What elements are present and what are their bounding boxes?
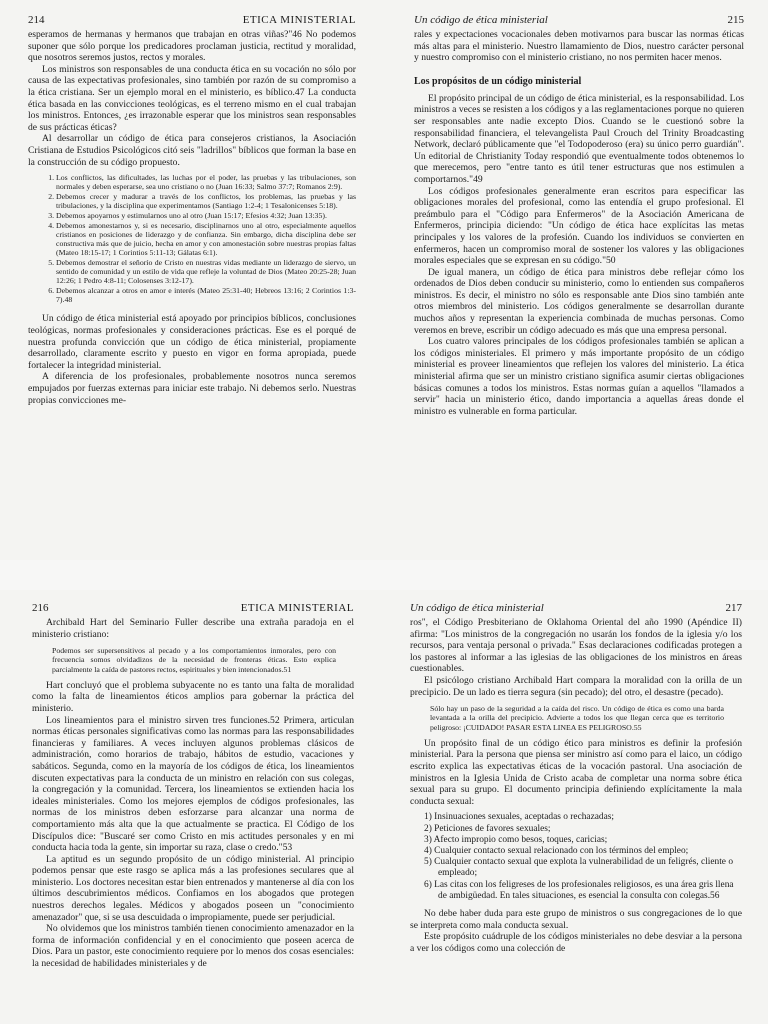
list-item: 3. Debemos apoyarnos y estimularnos uno al otro (Juan 15:17; Efesios 4:32; Juan 13:35). bbox=[56, 211, 356, 220]
page-number: 214 bbox=[28, 14, 45, 26]
paragraph: El propósito principal de un código de ética ministerial, es la responsabilidad. Los ministros a veces se resisten a los códigos y a las reglamentaciones porque no quieren ser responsables ante nadie excepto Dios. Cuando se le cuestionó sobre la responsabilidad financiera, el televangelista Paul Crouch del Trinity Broadcasting Network, declaró públicamente que "el Todopoderoso (era) su único perro guardián". Un editorial de Christianity Today respondió que eventualmente todos obtenemos lo que merecemos, pero "entre tanto es útil tener estructuras que nos estimulen a comportarnos."49 bbox=[414, 92, 744, 185]
page-header bbox=[414, 14, 744, 26]
numbered-list bbox=[28, 173, 356, 304]
running-head: Un código de ética ministerial bbox=[414, 14, 548, 26]
list-item: 6) Las citas con los feligreses de los profesionales religiosos, es una área gris llena de ambigüedad. En tales situaciones, es esencial la consulta con colegas.56 bbox=[424, 879, 734, 901]
paragraph: Archibald Hart del Seminario Fuller describe una extraña paradoja en el ministerio cristiano: bbox=[32, 617, 354, 640]
page-216 bbox=[0, 590, 384, 1024]
page-216-column bbox=[32, 602, 354, 970]
list-item: 6. Debemos alcanzar a otros en amor e interés (Mateo 25:31-40; Hebreos 13:16; 2 Corintios 1:3-7).48 bbox=[56, 286, 356, 304]
page-217-column bbox=[410, 602, 742, 954]
block-quote: Sólo hay un paso de la seguridad a la caída del risco. Un código de ética es como una barda levantada a la orilla del precipicio. Advierte a todos los que llegan cerca que es territorio peligroso: ¡CUIDADO! PASAR ESTA LINEA ES PELIGROSO.55 bbox=[430, 704, 724, 732]
page-gap bbox=[0, 560, 768, 590]
list-item: 2) Peticiones de favores sexuales; bbox=[424, 823, 551, 834]
list-item: 4. Debemos amonestarnos y, si es necesario, disciplinarnos uno al otro, especialmente aquellos cristianos en posiciones de liderazgo y de confianza. Sin embargo, dicha disciplina debe ser constructiva más que de juicio, hecha en amor y con amonestación sobre nuestras propias faltas (Mateo 18:15-17; 1 Corintios 5:11-13; Gálatas 6:1). bbox=[56, 221, 356, 258]
list-item: 5. Debemos demostrar el señorío de Cristo en nuestras vidas mediante un liderazgo de siervo, un sentido de comunidad y un estilo de vida que refleje la voluntad de Dios (Mateo 20:25-28; Juan 12:26; 1 Pedro 4:8-11; Colosenses 3:12-17). bbox=[56, 258, 356, 286]
list-item: 1) Insinuaciones sexuales, aceptadas o rechazadas; bbox=[424, 812, 615, 823]
paragraph: Los ministros son responsables de una conducta ética en su vocación no sólo por causa de las expectativas profesionales, sino también por razón de su compromiso a la ética cristiana. Ser un ejemplo moral en el ministerio, es bíblico.47 La conducta ética basada en las convicciones teológicas, es el terreno mismo en el cual trabajan los ministros. Entonces, ¿es irrazonable esperar que los ministros sean responsables de sus prácticas éticas? bbox=[28, 63, 356, 133]
block-quote: Podemos ser supersensitivos al pecado y a los comportamientos inmorales, pero con frecuencia somos olvidadizos de la necesidad de fronteras éticas. Esto explica parcialmente la caída de pastores rectos, espirituales y bien intencionados.51 bbox=[52, 646, 336, 674]
paragraph: La aptitud es un segundo propósito de un código ministerial. Al principio podemos pensar que este rasgo se aplica más a las profesiones seculares que al ministerio. Los doctores necesitan estar bien entrenados y mantenerse al día con los últimos descubrimientos médicos. Confiamos en los abogados que protegen nuestros derechos legales. Médicos y abogados poseen un "conocimiento amenazador" que, si se usa descuidada o impropiamente, puede ser perjudicial. bbox=[32, 853, 354, 923]
paragraph: Los cuatro valores principales de los códigos profesionales también se aplican a los códigos ministeriales. El primero y más importante propósito de un código ministerial es proveer lineamientos que reflejen los valores del ministerio. La ética ministerial afirma que ser un ministro cristiano significa asumir ciertas obligaciones básicas comunes a todos los ministros. Estas normas guían a aquellos "llamados a servir" hacia un ministerio ético, dando importancia a aquellas áreas donde el ministro es vulnerable en forma particular. bbox=[414, 336, 744, 417]
paragraph: Este propósito cuádruple de los códigos ministeriales no debe desviar a la persona a ver los códigos como una colección de bbox=[410, 931, 742, 954]
page-number: 217 bbox=[725, 602, 742, 614]
page-header bbox=[410, 602, 742, 614]
paragraph: De igual manera, un código de ética para ministros debe reflejar cómo los ordenados de Dios deben conducir su ministerio, como lo entienden sus compañeros ministros. Es decir, el ministro no sólo es responsable ante Dios sino también ante otros miembros del ministerio. Los códigos generalmente se desarrollan durante muchos años y representan la experiencia combinada de muchas personas. Como veremos en breve, escribir un código adecuado es más que una empresa personal. bbox=[414, 266, 744, 336]
page-header bbox=[32, 602, 354, 614]
page-header bbox=[28, 14, 356, 26]
list-item: 5) Cualquier contacto sexual que explota la vulnerabilidad de un feligrés, cliente o empleado; bbox=[424, 857, 734, 879]
paragraph: Un propósito final de un código ético para ministros es definir la profesión ministerial. Para la persona que piensa ser ministro así como para el laico, un código escrito explica las expectativas éticas de la vocación pastoral. Una asociación de ministros en la Iglesia Unida de Cristo acaba de completar una norma sobre ética sexual para su grupo. El documento principia definiendo explícitamente la mala conducta sexual: bbox=[410, 737, 742, 807]
paragraph: El psicólogo cristiano Archibald Hart compara la moralidad con la orilla de un precipicio. De un lado es tierra segura (sin pecado); del otro, el desastre (pecado). bbox=[410, 674, 742, 698]
paragraph: A diferencia de los profesionales, probablemente nosotros nunca seremos empujados por fuerzas externas para iniciar este trabajo. Ni debemos serlo. Nuestras propias convicciones me- bbox=[28, 371, 356, 406]
paragraph: esperamos de hermanas y hermanos que trabajan en otras viñas?"46 No podemos suponer que sólo porque los predicadores proclaman justicia, rectitud y moralidad, que nosotros seremos justos, rectos y morales. bbox=[28, 29, 356, 64]
page-214-column bbox=[28, 14, 356, 406]
list-item: 2. Debemos crecer y madurar a través de los conflictos, los problemas, las pruebas y las tribulaciones, y la disciplina que experimentamos (Santiago 1:2-4; 1 Tesalonicenses 5:18). bbox=[56, 192, 356, 210]
page-number: 215 bbox=[727, 14, 744, 26]
paragraph: No olvidemos que los ministros también tienen conocimiento amenazador en la forma de información confidencial y en el conocimiento que poseen acerca de Dios. Para un pastor, este conocimiento requiere por lo menos dos cosas esenciales: la necesidad de habilidades ministeriales y de bbox=[32, 923, 354, 970]
paragraph: rales y expectaciones vocacionales deben motivarnos para buscar las normas éticas más altas para el ministerio. Nuestro llamamiento de Dios, nuestro carácter personal y nuestro compromiso con el ministerio cristiano, no nos permiten hacer menos. bbox=[414, 29, 744, 64]
paragraph: Un código de ética ministerial está apoyado por principios bíblicos, conclusiones teológicas, normas profesionales y consideraciones prácticas. Ese es el porqué de nuestra profunda convicción que un código de ética ministerial, propiamente desarrollado, claramente escrito y puesto en vigor en forma apropiada, puede fortalecer la integridad ministerial. bbox=[28, 313, 356, 371]
page-number: 216 bbox=[32, 602, 49, 614]
page-217 bbox=[384, 590, 768, 1024]
running-head: ETICA MINISTERIAL bbox=[240, 602, 354, 614]
paragraph: ros", el Código Presbiteriano de Oklahoma Oriental del año 1990 (Apéndice II) afirma: "Los ministros de la congregación no usarán los fondos de la iglesia y/o los recursos, para ventaja personal o privada." Esas declaraciones codificadas protegen a los pastores al informar a las iglesias de las obligaciones de los ministros en áreas cuestionables. bbox=[410, 617, 742, 675]
running-head: Un código de ética ministerial bbox=[410, 602, 544, 614]
list-item: 3) Afecto impropio como besos, toques, caricias; bbox=[424, 834, 608, 845]
page-214 bbox=[0, 0, 384, 560]
page-215-column bbox=[414, 14, 744, 417]
numbered-list bbox=[410, 812, 742, 902]
list-item: 4) Cualquier contacto sexual relacionado con los términos del empleo; bbox=[424, 845, 689, 856]
paragraph: Los lineamientos para el ministro sirven tres funciones.52 Primera, articulan normas éticas personales significativas como las normas para las responsabilidades financieras y familiares. A veces incluyen algunos problemas clásicos de administración, como horarios de trabajo, hábitos de estudio, vacaciones y sabáticos. Segunda, como en la mayoría de los códigos de ética, los lineamientos discuten expectativas para la conducta de un ministro en relación con sus colegas, la congregación y la comunidad. Tercera, los lineamientos se extienden hacia los ideales ministeriales. Como los mejores ejemplos de códigos profesionales, las normas de los ministros deben esforzarse para alcanzar una norma de comportamiento más alta que la que actualmente se practica. El Código de los Discípulos dice: "Buscaré ser como Cristo en mis actitudes personales y en mi conducta hacia toda la gente, sin importar su raza, clase o credo."53 bbox=[32, 714, 354, 854]
list-item: 1. Los conflictos, las dificultades, las luchas por el poder, las pruebas y las tribulaciones, son normales y deben esperarse, sea uno cristiano o no (Juan 16:33; Salmo 37:7; Romanos 2:9). bbox=[56, 173, 356, 191]
paragraph: Hart concluyó que el problema subyacente no es tanto una falta de moralidad como la falta de lineamientos éticos amplios para gobernar la práctica del ministerio. bbox=[32, 679, 354, 714]
running-head: ETICA MINISTERIAL bbox=[242, 14, 356, 26]
paragraph: Los códigos profesionales generalmente eran escritos para especificar las obligaciones morales del profesional, como las entendía el grupo profesional. El preámbulo para el "Código para Enfermeros" de la Asociación Americana de Enfermeros, principia diciendo: "Un código de ética hace explícitas las metas principales y los valores de la profesión. Cuando los individuos se convierten en enfermeros, hacen un compromiso moral de sostener los valores y las obligaciones morales especiales que se expresan en su código."50 bbox=[414, 185, 744, 267]
section-heading: Los propósitos de un código ministerial bbox=[414, 75, 582, 87]
page-215 bbox=[384, 0, 768, 560]
paragraph: No debe haber duda para este grupo de ministros o sus congregaciones de lo que se interpreta como mala conducta sexual. bbox=[410, 907, 742, 931]
paragraph: Al desarrollar un código de ética para consejeros cristianos, la Asociación Cristiana de Estudios Psicológicos citó seis "ladrillos" bíblicos que forman la base en la construcción de su código propuesto. bbox=[28, 133, 356, 168]
